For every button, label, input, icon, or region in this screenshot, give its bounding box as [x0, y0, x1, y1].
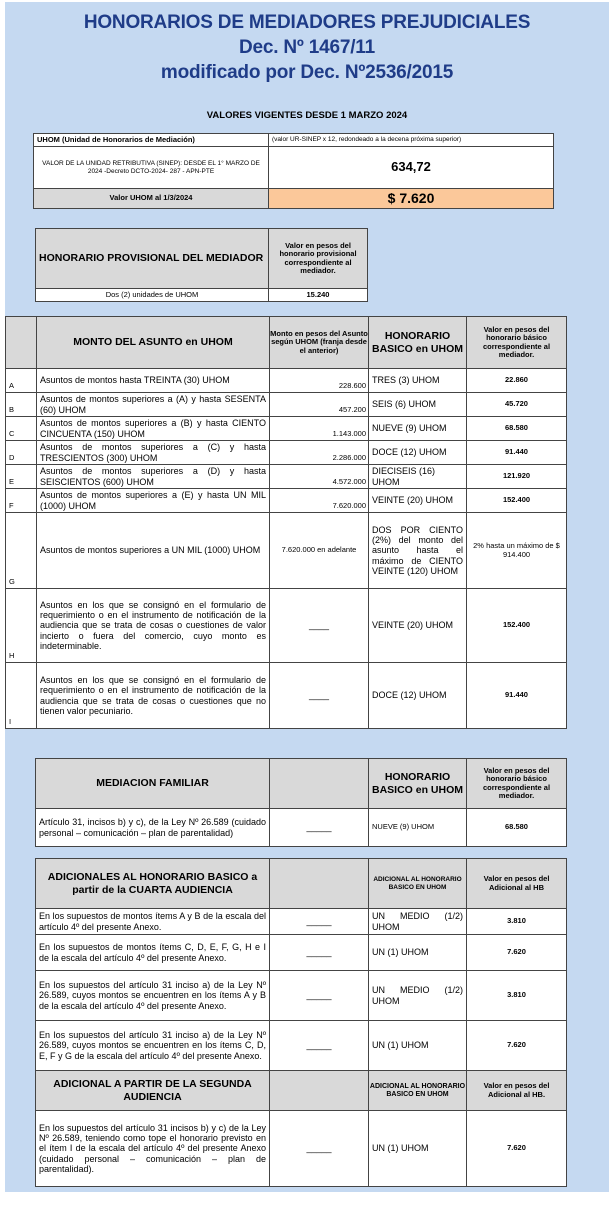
sinep-value: 634,72 [269, 147, 554, 189]
familiar-table [35, 758, 567, 847]
table-row: En los supuestos de montos ítems C, D, E, F, G, H e I de la escala del artículo 4º del presente Anexo. _____ UN (1) UHOM 7.620 [36, 935, 567, 971]
provisional-value-header: Valor en pesos del honorario provisional correspondiente al mediador. [269, 229, 368, 289]
adicionales-table [35, 858, 567, 1187]
monto-header-amount: Monto en pesos del Asunto según UHOM (franja desde el anterior) [270, 317, 369, 369]
provisional-row-value: 15.240 [269, 289, 368, 302]
monto-header-title: MONTO DEL ASUNTO en UHOM [37, 317, 270, 369]
table-row: G Asuntos de montos superiores a UN MIL (1000) UHOM 7.620.000 en adelante DOS POR CIENTO (2%) del monto del asunto hasta el máximo de CIENTO VEINTE (120) UHOM 2% hasta un máximo de $ 914.400 [6, 513, 567, 589]
table-row: B Asuntos de montos superiores a (A) y hasta SESENTA (60) UHOM 457.200 SEIS (6) UHOM 45.720 [6, 393, 567, 417]
monto-header-valor: Valor en pesos del honorario básico correspondiente al mediador. [467, 317, 567, 369]
table-row: En los supuestos del artículo 31 inciso a) de la Ley Nº 26.589, cuyos montos se encuentren en los ítems A y B de la escala del artículo 4º del presente Anexo. _____ UN MEDIO (1/2) UHOM 3.810 [36, 971, 567, 1021]
segunda-header-adicional: ADICIONAL AL HONORARIO BASICO EN UHOM [369, 1071, 467, 1111]
monto-table [5, 316, 567, 729]
familiar-title: MEDIACION FAMILIAR [36, 759, 270, 809]
segunda-title: ADICIONAL A PARTIR DE LA SEGUNDA AUDIENCIA [36, 1071, 270, 1111]
document-title-line2: Dec. Nº 1467/11 [239, 37, 375, 58]
uhom-value: $ 7.620 [269, 189, 554, 209]
provisional-row-label: Dos (2) unidades de UHOM [36, 289, 269, 302]
document-subtitle: VALORES VIGENTES DESDE 1 MARZO 2024 [206, 110, 408, 121]
document-page [5, 2, 609, 1192]
document-title-line3: modificado por Dec. Nº2536/2015 [160, 62, 454, 83]
table-row: E Asuntos de montos superiores a (D) y hasta SEISCIENTOS (600) UHOM 4.572.000 DIECISEIS (16) UHOM 121.920 [6, 465, 567, 489]
familiar-header-honorario: HONORARIO BASICO en UHOM [369, 759, 467, 809]
document-title-line1: HONORARIOS DE MEDIADORES PREJUDICIALES [83, 12, 531, 33]
table-row: I Asuntos en los que se consignó en el formulario de requerimiento o en el instrumento de notificación de la audiencia que se trata de cosas o cuestiones que no tienen valor pecuniario. ____ DOCE (12) UHOM 91.440 [6, 663, 567, 729]
adicionales-title: ADICIONALES AL HONORARIO BASICO a partir de la CUARTA AUDIENCIA [36, 859, 270, 909]
uhom-table [33, 133, 554, 209]
uhom-label: UHOM (Unidad de Honorarios de Mediación) [34, 134, 269, 147]
familiar-header-valor: Valor en pesos del honorario básico correspondiente al mediador. [467, 759, 567, 809]
monto-header-honorario: HONORARIO BASICO en UHOM [369, 317, 467, 369]
provisional-table [35, 228, 368, 302]
table-row: C Asuntos de montos superiores a (B) y hasta CIENTO CINCUENTA (150) UHOM 1.143.000 NUEVE (9) UHOM 68.580 [6, 417, 567, 441]
sinep-label: VALOR DE LA UNIDAD RETRIBUTIVA (SINEP): DESDE EL 1° MARZO DE 2024 -Decreto DCTO-2024- 287 - APN-PTE [34, 147, 269, 189]
table-row: Artículo 31, incisos b) y c), de la Ley Nº 26.589 (cuidado personal – comunicación – plan de parentalidad) _____ NUEVE (9) UHOM 68.580 [36, 809, 567, 847]
table-row: En los supuestos del artículo 31 incisos b) y c) de la Ley Nº 26.589, teniendo como tope el honorario previsto en el ítem I de la escala del artículo 4º del presente Anexo (cuidado personal – comunicación – plan de parentalidad). _____ UN (1) UHOM 7.620 [36, 1111, 567, 1187]
provisional-title: HONORARIO PROVISIONAL DEL MEDIADOR [36, 229, 269, 289]
table-row: H Asuntos en los que se consignó en el formulario de requerimiento o en el instrumento de notificación de la audiencia que se trata de cosas o cuestiones de valor incierto o fuera del comercio, cuyo monto es indeterminable. ____ VEINTE (20) UHOM 152.400 [6, 589, 567, 663]
segunda-header-valor: Valor en pesos del Adicional al HB. [467, 1071, 567, 1111]
table-row: F Asuntos de montos superiores a (E) y hasta UN MIL (1000) UHOM 7.620.000 VEINTE (20) UHOM 152.400 [6, 489, 567, 513]
table-row: A Asuntos de montos hasta TREINTA (30) UHOM 228.600 TRES (3) UHOM 22.860 [6, 369, 567, 393]
uhom-formula: (valor UR-SINEP x 12, redondeado a la decena próxima superior) [269, 134, 554, 147]
uhom-value-label: Valor UHOM al 1/3/2024 [34, 189, 269, 209]
adicionales-header-adicional: ADICIONAL AL HONORARIO BASICO EN UHOM [369, 859, 467, 909]
table-row: En los supuestos del artículo 31 inciso a) de la Ley Nº 26.589, cuyos montos se encuentren en los ítems C, D, E, F y G de la escala del artículo 4º del presente Anexo. _____ UN (1) UHOM 7.620 [36, 1021, 567, 1071]
adicionales-header-valor: Valor en pesos del Adicional al HB [467, 859, 567, 909]
table-row: En los supuestos de montos ítems A y B de la escala del artículo 4º del presente Anexo. _____ UN MEDIO (1/2) UHOM 3.810 [36, 909, 567, 935]
table-row: D Asuntos de montos superiores a (C) y hasta TRESCIENTOS (300) UHOM 2.286.000 DOCE (12) UHOM 91.440 [6, 441, 567, 465]
monto-header-letter [6, 317, 37, 369]
